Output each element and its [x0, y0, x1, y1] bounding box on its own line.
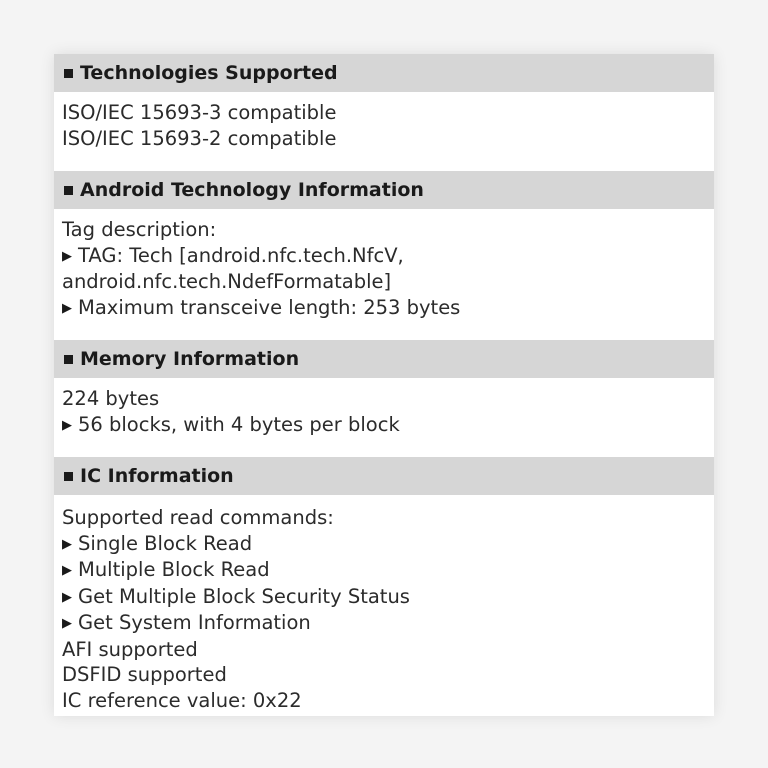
section-body-android-tech: [62, 217, 702, 321]
info-line: ▶ TAG: Tech [android.nfc.tech.NfcV,: [62, 243, 404, 267]
section-header-android-tech: [54, 171, 714, 209]
section-title: Memory Information: [80, 348, 300, 370]
square-bullet-icon: [64, 69, 73, 78]
info-line: 224 bytes: [62, 387, 160, 410]
square-bullet-icon: [64, 472, 73, 481]
info-line: AFI supported: [62, 637, 198, 661]
square-bullet-icon: [64, 355, 73, 364]
info-line: DSFID supported: [62, 663, 227, 686]
section-body-technologies: [62, 100, 702, 151]
info-line: ISO/IEC 15693-2 compatible: [62, 126, 337, 150]
info-line: ▶ Single Block Read: [62, 531, 253, 555]
info-line: ▶ 56 blocks, with 4 bytes per block: [62, 412, 400, 436]
triangle-bullet-icon: ▶: [62, 563, 72, 578]
info-line: ISO/IEC 15693-3 compatible: [62, 101, 337, 124]
triangle-bullet-icon: ▶: [62, 536, 72, 552]
section-title: IC Information: [80, 465, 234, 487]
triangle-bullet-icon: ▶: [62, 300, 72, 316]
section-title: Android Technology Information: [80, 179, 424, 201]
section-header-memory: [54, 340, 714, 378]
info-line: Tag description:: [62, 218, 217, 241]
info-line: ▶ Get Multiple Block Security Status: [62, 584, 410, 608]
info-line: Supported read commands:: [62, 506, 334, 529]
triangle-bullet-icon: ▶: [62, 589, 72, 605]
info-line: android.nfc.tech.NdefFormatable]: [62, 270, 392, 293]
square-bullet-icon: [64, 186, 73, 195]
section-body-memory: [62, 386, 702, 438]
section-header-technologies: [54, 54, 714, 92]
section-title: Technologies Supported: [80, 62, 338, 84]
section-body-ic: [62, 505, 702, 713]
triangle-bullet-icon: ▶: [62, 616, 72, 631]
section-header-ic: [54, 457, 714, 495]
info-line: ▶ Maximum transceive length: 253 bytes: [62, 295, 461, 319]
triangle-bullet-icon: ▶: [62, 248, 72, 264]
nfc-tag-info-card: [54, 54, 714, 716]
info-line: ▶ Multiple Block Read: [62, 558, 270, 581]
info-line: ▶ Get System Information: [62, 611, 311, 634]
triangle-bullet-icon: ▶: [62, 417, 72, 433]
info-line: IC reference value: 0x22: [62, 688, 302, 712]
